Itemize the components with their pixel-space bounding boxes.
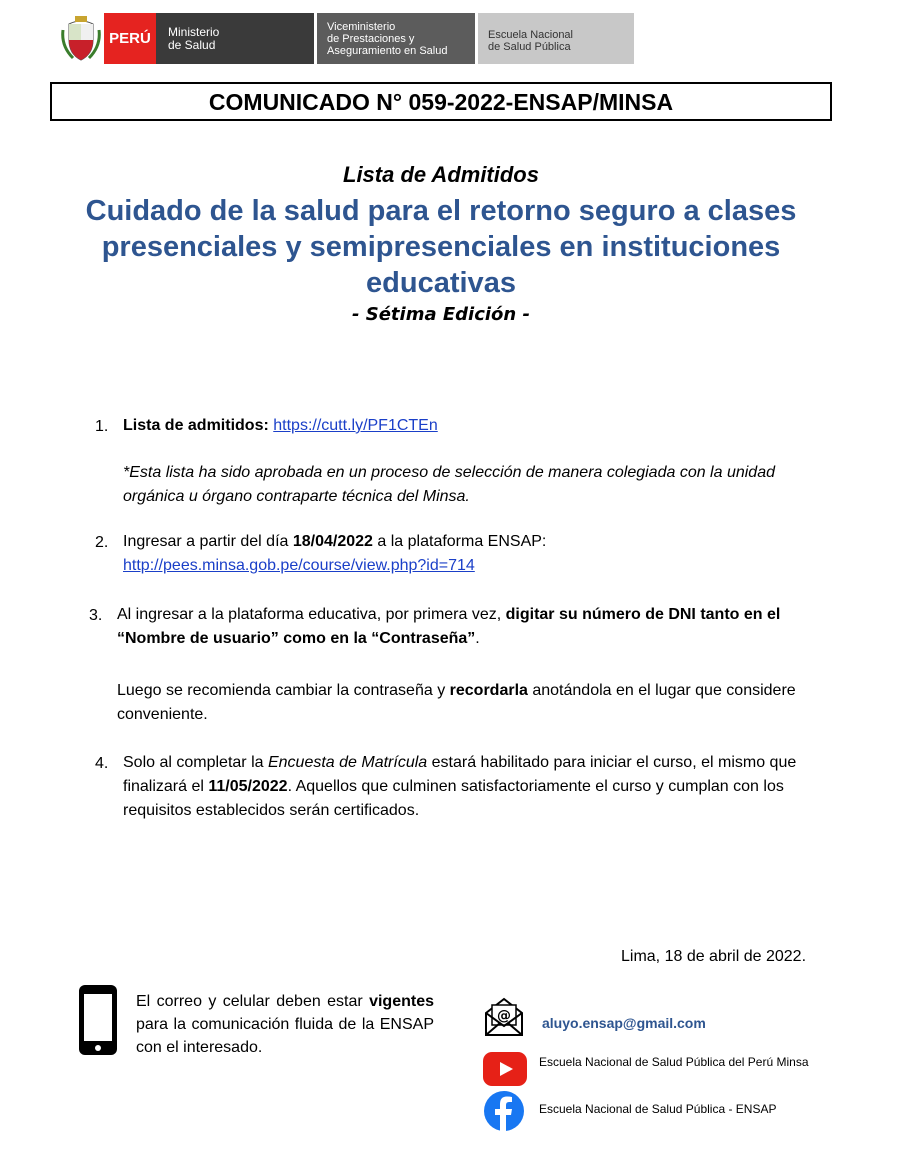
item-2 xyxy=(123,530,843,578)
item-3-number: 3. xyxy=(89,607,103,624)
lista-title: Lista de Admitidos xyxy=(343,162,539,187)
lima-date: Lima, 18 de abril de 2022. xyxy=(621,948,807,965)
peru-label: PERÚ xyxy=(104,13,156,64)
contact-note-text2: para la comunicación fluida de la ENSAP con el interesado. xyxy=(136,1016,434,1056)
facebook-icon[interactable] xyxy=(483,1090,525,1132)
contact-note xyxy=(136,990,434,1059)
item-4 xyxy=(123,751,833,823)
peru-crest-icon xyxy=(58,13,104,64)
item-3-p2-text1: Luego se recomienda cambiar la contraseña y xyxy=(117,682,450,699)
viceministerio-block xyxy=(317,13,475,64)
youtube-channel[interactable]: Escuela Nacional de Salud Pública del Perú Minsa xyxy=(539,1055,809,1069)
email-icon xyxy=(483,997,525,1037)
item-4-text2: estará habilitado para iniciar el curso, el mismo que finalizará el xyxy=(123,754,797,795)
item-4-text1: Solo al completar la xyxy=(123,754,268,771)
item-3-paragraph-2 xyxy=(117,679,797,727)
item-1-label: Lista de admitidos: xyxy=(123,417,269,434)
item-4-italic: Encuesta de Matrícula xyxy=(267,754,428,771)
ministerio-line2: de Salud xyxy=(168,37,216,52)
item-4-number: 4. xyxy=(95,755,109,772)
facebook-page[interactable]: Escuela Nacional de Salud Pública - ENSAP xyxy=(539,1102,777,1116)
vice-line1: Viceministerio xyxy=(327,20,396,33)
svg-text:@: @ xyxy=(497,1008,511,1024)
main-title: Cuidado de la salud para el retorno seguro a clases presenciales y semipresenciales en instituciones educativas xyxy=(85,195,797,299)
escuela-line2: de Salud Pública xyxy=(488,40,571,53)
escuela-block xyxy=(478,13,634,64)
contact-note-bold: vigentes xyxy=(369,993,434,1010)
phone-icon xyxy=(77,983,119,1057)
escuela-line1: Escuela Nacional xyxy=(488,28,573,41)
youtube-icon[interactable] xyxy=(483,1052,527,1086)
item-2-text1: Ingresar a partir del día xyxy=(123,533,293,550)
item-2-number: 2. xyxy=(95,534,109,551)
header-banner xyxy=(58,13,634,64)
admitidos-link[interactable]: https://cutt.ly/PF1CTEn xyxy=(273,417,438,434)
item-3-bold: digitar su número de DNI tanto en el “Nombre de usuario” como en la “Contraseña” xyxy=(117,606,781,647)
item-3-p2-text2: anotándola en el lugar que considere conveniente. xyxy=(117,682,796,723)
item-2-date: 18/04/2022 xyxy=(292,533,373,550)
item-3-text1: Al ingresar a la plataforma educativa, por primera vez, xyxy=(117,606,506,623)
item-1-number: 1. xyxy=(95,418,109,435)
email-address[interactable]: aluyo.ensap@gmail.com xyxy=(542,1015,706,1031)
edition-subtitle: - Sétima Edición - xyxy=(352,304,530,325)
item-3 xyxy=(117,603,827,651)
item-3-p2-bold: recordarla xyxy=(449,682,528,699)
vice-line2: de Prestaciones y xyxy=(327,32,415,45)
comunicado-title: COMUNICADO N° 059-2022-ENSAP/MINSA xyxy=(50,82,832,121)
platform-link[interactable]: http://pees.minsa.gob.pe/course/view.php?id=714 xyxy=(123,557,475,574)
vice-line3: Aseguramiento en Salud xyxy=(327,44,448,57)
ministerio-block xyxy=(156,13,314,64)
ministerio-line1: Ministerio xyxy=(168,24,220,39)
contact-note-text1: El correo y celular deben estar xyxy=(136,993,370,1010)
item-4-date: 11/05/2022 xyxy=(208,778,288,795)
item-3-text2: . xyxy=(475,630,480,647)
item-2-text2: a la plataforma ENSAP: xyxy=(372,533,547,550)
item-4-text3: . Aquellos que culminen satisfactoriamente el curso y cumplan con los requisitos establecidos serán certificados. xyxy=(123,778,784,819)
item-1 xyxy=(123,414,843,438)
item-1-note: *Esta lista ha sido aprobada en un proceso de selección de manera colegiada con la unidad orgánica u órgano contraparte técnica del Minsa. xyxy=(123,464,775,505)
